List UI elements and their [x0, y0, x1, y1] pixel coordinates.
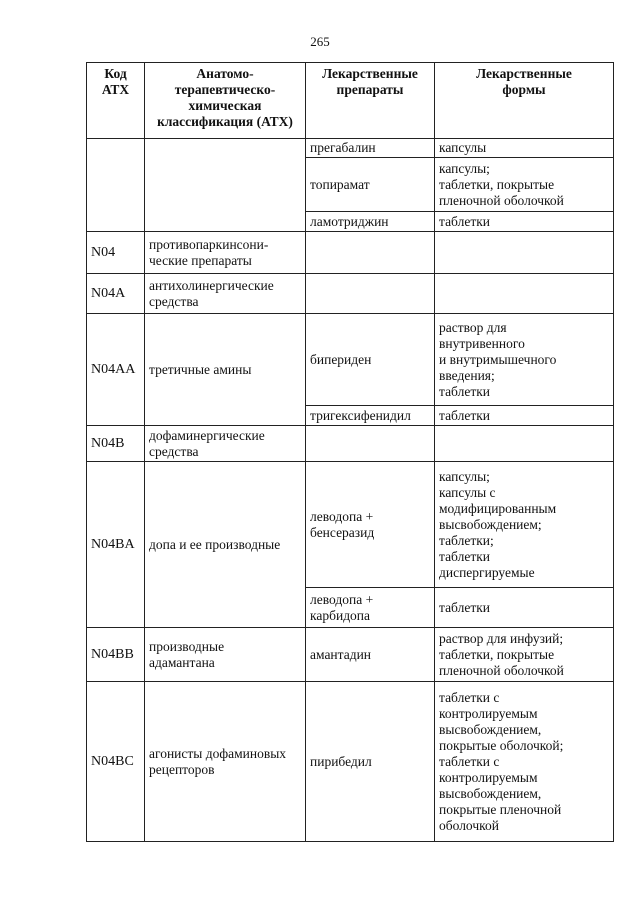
classification-cell: производные адамантана	[145, 628, 306, 682]
table-row	[87, 682, 614, 842]
drug-cell	[306, 426, 435, 462]
table-row	[87, 462, 614, 588]
atx-code-cell: N04A	[87, 274, 145, 314]
table-row	[87, 314, 614, 406]
drug-cell: леводопа + бенсеразид	[306, 462, 435, 588]
page-number: 265	[310, 34, 330, 49]
header-classification: Анатомо- терапевтическо- химическая классификация (АТХ)	[145, 63, 306, 139]
classification-cell: третичные амины	[145, 314, 306, 426]
classification-cell: допа и ее производные	[145, 462, 306, 628]
drug-cell	[306, 232, 435, 274]
classification-cell: антихолинергические средства	[145, 274, 306, 314]
drug-cell: ламотриджин	[306, 212, 435, 232]
atx-code-cell: N04B	[87, 426, 145, 462]
forms-cell	[435, 274, 614, 314]
classification-cell: агонисты дофаминовых рецепторов	[145, 682, 306, 842]
drug-cell: леводопа + карбидопа	[306, 588, 435, 628]
table-row	[87, 628, 614, 682]
drug-cell: бипериден	[306, 314, 435, 406]
classification-cell: противопаркинсони- ческие препараты	[145, 232, 306, 274]
table-row	[87, 139, 614, 158]
drug-cell: тригексифенидил	[306, 406, 435, 426]
forms-cell: таблетки	[435, 212, 614, 232]
forms-cell	[435, 426, 614, 462]
table-row	[87, 232, 614, 274]
classification-cell: дофаминергические средства	[145, 426, 306, 462]
atx-code-cell: N04	[87, 232, 145, 274]
atx-code-cell: N04AA	[87, 314, 145, 426]
forms-cell	[435, 232, 614, 274]
classification-cell	[145, 139, 306, 232]
table-header-row	[87, 63, 614, 139]
drug-cell: топирамат	[306, 158, 435, 212]
forms-cell: раствор для инфузий; таблетки, покрытые пленочной оболочкой	[435, 628, 614, 682]
drug-cell: пирибедил	[306, 682, 435, 842]
atx-code-cell: N04BC	[87, 682, 145, 842]
atx-code-cell: N04BB	[87, 628, 145, 682]
forms-cell: раствор для внутривенного и внутримышечного введения; таблетки	[435, 314, 614, 406]
forms-cell: таблетки с контролируемым высвобождением, покрытые оболочкой; таблетки с контролируемым высвобождением, покрытые пленочной оболочкой	[435, 682, 614, 842]
drug-cell: прегабалин	[306, 139, 435, 158]
atx-code-cell	[87, 139, 145, 232]
atx-drug-table	[86, 62, 614, 842]
forms-cell: капсулы; таблетки, покрытые пленочной оболочкой	[435, 158, 614, 212]
forms-cell: таблетки	[435, 406, 614, 426]
header-code: Код АТХ	[87, 63, 145, 139]
table-row	[87, 274, 614, 314]
drug-cell	[306, 274, 435, 314]
header-drugs: Лекарственные препараты	[306, 63, 435, 139]
forms-cell: капсулы; капсулы с модифицированным высвобождением; таблетки; таблетки диспергируемые	[435, 462, 614, 588]
drug-cell: амантадин	[306, 628, 435, 682]
forms-cell: капсулы	[435, 139, 614, 158]
atx-code-cell: N04BA	[87, 462, 145, 628]
table-row	[87, 426, 614, 462]
header-forms: Лекарственные формы	[435, 63, 614, 139]
forms-cell: таблетки	[435, 588, 614, 628]
